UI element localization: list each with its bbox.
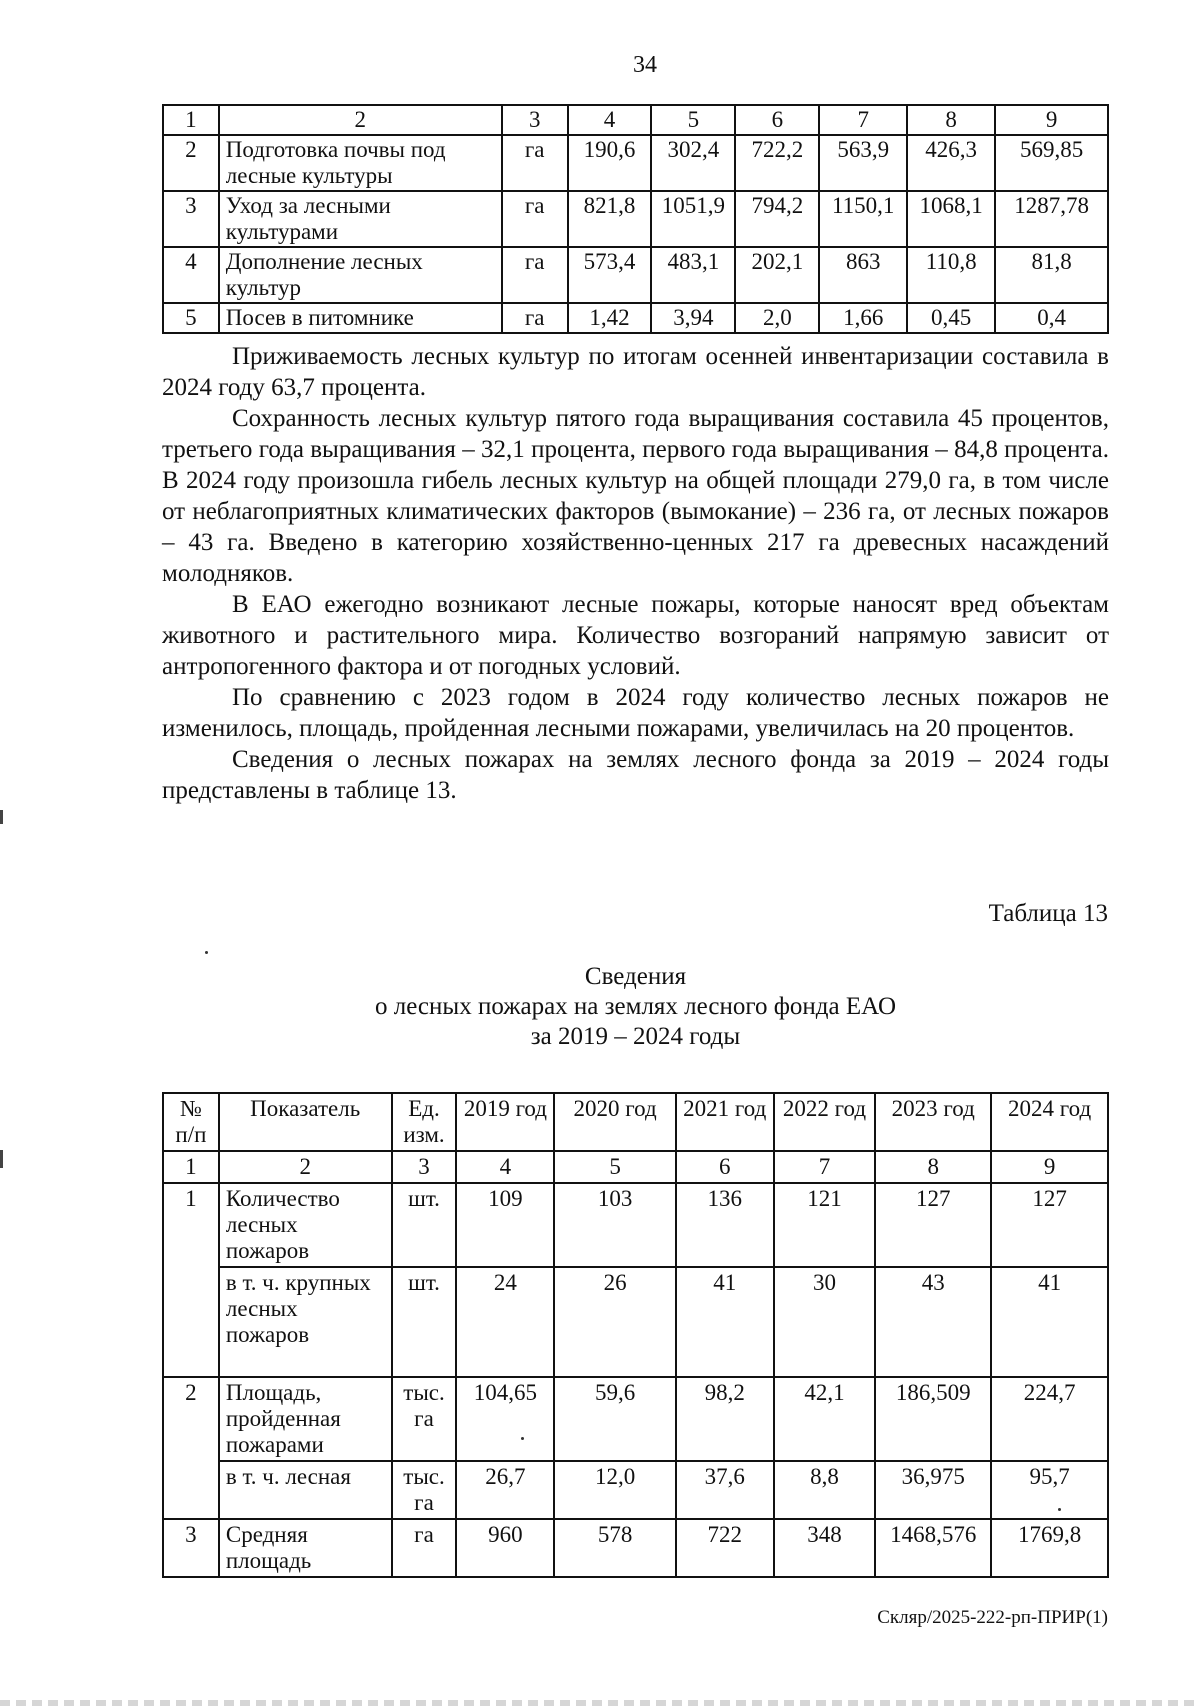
col-number: 4 [456, 1151, 554, 1183]
cell-value: 59,6 [554, 1377, 676, 1461]
cell-value: 1,66 [819, 303, 907, 333]
cell-value: 127 [875, 1183, 991, 1267]
table-row [163, 303, 1108, 333]
row-name: Уход за лесными культурами [219, 191, 502, 247]
cell-value: 578 [554, 1519, 676, 1577]
table-header-row [163, 1093, 1108, 1151]
header-year: 2020 год [554, 1093, 676, 1151]
row-number: 2 [163, 135, 219, 191]
cell-value: 426,3 [907, 135, 995, 191]
col-number: 1 [163, 105, 219, 135]
header-no: № п/п [163, 1093, 219, 1151]
cell-value: 41 [676, 1267, 774, 1377]
row-unit: га [502, 135, 568, 191]
paragraph: В ЕАО ежегодно возникают лесные пожары, которые наносят вред объектам животного и растительного мира. Количество возгораний напрямую зависит от антропогенного фактора и от погодных условий. [162, 591, 1109, 680]
scan-edge-mark [0, 1150, 3, 1168]
row-number: 2 [163, 1377, 219, 1519]
cell-value: 1,42 [568, 303, 652, 333]
table-row [163, 1183, 1108, 1267]
col-number: 2 [219, 1151, 392, 1183]
cell-value: 41 [991, 1267, 1108, 1377]
cell-value: 569,85 [995, 135, 1108, 191]
row-name: в т. ч. лесная [219, 1461, 392, 1519]
col-number: 9 [991, 1151, 1108, 1183]
cell-value: 103 [554, 1183, 676, 1267]
row-name: Подготовка почвы под лесные культуры [219, 135, 502, 191]
cell-value: 573,4 [568, 247, 652, 303]
cell-value: 24 [456, 1267, 554, 1377]
cell-value: 42,1 [774, 1377, 876, 1461]
table-row [163, 1377, 1108, 1461]
row-number: 3 [163, 1519, 219, 1577]
table-caption: Таблица 13 [988, 900, 1108, 927]
scan-speck [521, 1437, 524, 1440]
col-number: 3 [392, 1151, 457, 1183]
scan-edge-mark [0, 810, 3, 824]
table-title [162, 962, 1109, 1052]
col-number: 8 [875, 1151, 991, 1183]
cell-value: 1769,8 [991, 1519, 1108, 1577]
cell-value: 110,8 [907, 247, 995, 303]
cell-value: 37,6 [676, 1461, 774, 1519]
scan-speck [1058, 1508, 1061, 1511]
cell-value: 121 [774, 1183, 876, 1267]
cell-value: 36,975 [875, 1461, 991, 1519]
cell-value: 1150,1 [819, 191, 907, 247]
table-header-row [163, 105, 1108, 135]
cell-value: 127 [991, 1183, 1108, 1267]
col-number: 2 [219, 105, 502, 135]
cell-value: 794,2 [735, 191, 819, 247]
cell-value: 26 [554, 1267, 676, 1377]
header-year: 2021 год [676, 1093, 774, 1151]
cell-value: 202,1 [735, 247, 819, 303]
col-number: 4 [568, 105, 652, 135]
cell-value: 2,0 [735, 303, 819, 333]
row-number: 3 [163, 191, 219, 247]
cell-value: 109 [456, 1183, 554, 1267]
col-number: 6 [735, 105, 819, 135]
col-number: 5 [554, 1151, 676, 1183]
cell-value: 1068,1 [907, 191, 995, 247]
row-unit: га [392, 1519, 457, 1577]
cell-value: 104,65 [456, 1377, 554, 1461]
cell-value: 563,9 [819, 135, 907, 191]
cell-value: 186,509 [875, 1377, 991, 1461]
row-unit: га [502, 191, 568, 247]
col-number: 1 [163, 1151, 219, 1183]
row-name: Площадь, пройденная пожарами [219, 1377, 392, 1461]
row-name: Количество лесных пожаров [219, 1183, 392, 1267]
cell-value: 0,4 [995, 303, 1108, 333]
table-row [163, 1267, 1108, 1377]
cell-value: 43 [875, 1267, 991, 1377]
col-number: 9 [995, 105, 1108, 135]
cell-value: 863 [819, 247, 907, 303]
col-number: 7 [774, 1151, 876, 1183]
header-year: 2022 год [774, 1093, 876, 1151]
table-row [163, 135, 1108, 191]
document-code: Скляр/2025-222-рп-ПРИР(1) [877, 1607, 1108, 1628]
header-indicator: Показатель [219, 1093, 392, 1151]
row-number: 4 [163, 247, 219, 303]
row-number: 1 [163, 1183, 219, 1377]
paragraph: Приживаемость лесных культур по итогам осенней инвентаризации составила в 2024 году 63,7 процента. [162, 343, 1109, 401]
cell-value: 302,4 [651, 135, 735, 191]
table-title-line: Сведения [584, 963, 687, 990]
cell-value: 136 [676, 1183, 774, 1267]
header-year: 2024 год [991, 1093, 1108, 1151]
table-title-line: за 2019 – 2024 годы [530, 1023, 741, 1050]
row-unit: тыс. га [392, 1377, 457, 1461]
cell-value: 960 [456, 1519, 554, 1577]
paragraph: Сохранность лесных культур пятого года выращивания составила 45 процентов, третьего года выращивания – 32,1 процента, первого года выращивания – 84,8 процента. В 2024 году произошла гибель лесных культур на общей площади 279,0 га, в том числе от неблагоприятных климатических факторов (вымокание) – 236 га, от лесных пожаров – 43 га. Введено в категорию хозяйственно-ценных 217 га древесных насаждений молодняков. [162, 405, 1109, 587]
scan-bottom-edge [0, 1700, 1200, 1706]
body-text [162, 341, 1109, 806]
column-number-row [163, 1151, 1108, 1183]
cell-value: 821,8 [568, 191, 652, 247]
col-number: 7 [819, 105, 907, 135]
row-number: 5 [163, 303, 219, 333]
continuation-table [162, 104, 1109, 334]
cell-value: 1051,9 [651, 191, 735, 247]
cell-value: 30 [774, 1267, 876, 1377]
cell-value: 3,94 [651, 303, 735, 333]
row-unit: шт. [392, 1267, 457, 1377]
table-row [163, 1461, 1108, 1519]
row-unit: тыс. га [392, 1461, 457, 1519]
cell-value: 0,45 [907, 303, 995, 333]
table-title-line: о лесных пожарах на землях лесного фонда ЕАО [374, 993, 896, 1020]
col-number: 6 [676, 1151, 774, 1183]
col-number: 8 [907, 105, 995, 135]
table-row [163, 191, 1108, 247]
scan-speck [205, 951, 208, 954]
row-unit: га [502, 247, 568, 303]
table-row [163, 247, 1108, 303]
cell-value: 98,2 [676, 1377, 774, 1461]
cell-value: 1468,576 [875, 1519, 991, 1577]
row-name: в т. ч. крупных лесных пожаров [219, 1267, 392, 1377]
col-number: 5 [651, 105, 735, 135]
cell-value: 26,7 [456, 1461, 554, 1519]
cell-value: 81,8 [995, 247, 1108, 303]
header-unit: Ед. изм. [392, 1093, 457, 1151]
paragraph: По сравнению с 2023 годом в 2024 году количество лесных пожаров не изменилось, площадь, пройденная лесными пожарами, увеличилась на 20 процентов. [162, 684, 1109, 742]
cell-value: 722,2 [735, 135, 819, 191]
row-unit: шт. [392, 1183, 457, 1267]
cell-value: 95,7 [991, 1461, 1108, 1519]
page-number: 34 [633, 52, 657, 78]
cell-value: 348 [774, 1519, 876, 1577]
row-unit: га [502, 303, 568, 333]
cell-value: 12,0 [554, 1461, 676, 1519]
row-name: Посев в питомнике [219, 303, 502, 333]
forest-fires-table [162, 1092, 1109, 1578]
header-year: 2019 год [456, 1093, 554, 1151]
cell-value: 483,1 [651, 247, 735, 303]
row-name: Дополнение лесных культур [219, 247, 502, 303]
row-name: Средняя площадь [219, 1519, 392, 1577]
cell-value: 190,6 [568, 135, 652, 191]
col-number: 3 [502, 105, 568, 135]
cell-value: 1287,78 [995, 191, 1108, 247]
header-year: 2023 год [875, 1093, 991, 1151]
paragraph: Сведения о лесных пожарах на землях лесного фонда за 2019 – 2024 годы представлены в таблице 13. [162, 746, 1109, 804]
cell-value: 8,8 [774, 1461, 876, 1519]
table-row [163, 1519, 1108, 1577]
cell-value: 224,7 [991, 1377, 1108, 1461]
cell-value: 722 [676, 1519, 774, 1577]
